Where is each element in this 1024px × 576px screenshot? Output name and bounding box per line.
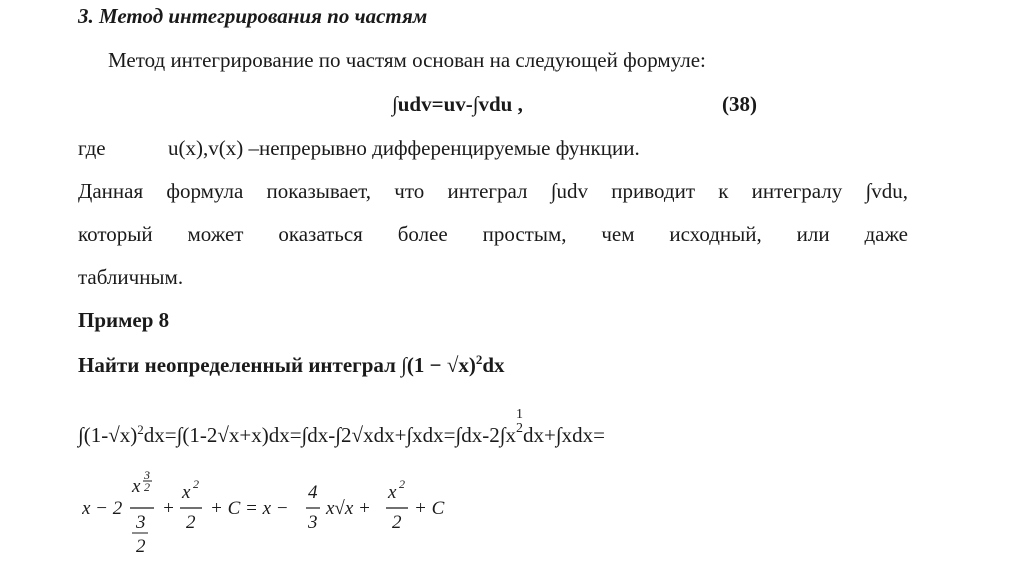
calculation-line: [78, 408, 605, 448]
result-sq: 2: [193, 477, 199, 491]
result-plus: +: [162, 498, 175, 519]
calc-part: ∫(1-√x): [78, 423, 138, 447]
result-formula: [82, 470, 502, 566]
result-x3: x: [388, 482, 397, 503]
task-statement: [78, 352, 505, 378]
result-exp-den: 2: [144, 480, 150, 494]
calc-square: 2: [137, 422, 144, 437]
result-den-den: 2: [136, 536, 146, 557]
where-label: где: [78, 136, 106, 160]
example-label: Пример 8: [78, 308, 170, 332]
calc-part: dx=∫(1-2√x+x)dx=∫dx-∫2√xdx+∫xdx=∫dx-2∫x: [143, 423, 517, 447]
paragraph-line: Данная формула показывает, что интеграл ∫udv приводит к интегралу ∫vdu,: [78, 179, 908, 203]
paragraph-line: табличным.: [78, 265, 184, 289]
result-den3: 2: [392, 512, 402, 533]
result-f-den: 3: [308, 512, 318, 533]
result-term: x − 2: [82, 498, 123, 519]
formula-38: ∫udv=uv-∫vdu ,: [392, 92, 523, 116]
result-den-num: 3: [136, 512, 146, 533]
task-text: Найти неопределенный интеграл: [78, 353, 402, 377]
functions-definition: u(x),v(x) –непрерывно дифференцируемые функции.: [168, 136, 640, 160]
task-integral: ∫(1 − √x): [401, 353, 476, 377]
result-exp-num: 3: [144, 470, 150, 482]
exp-numerator: 1: [516, 407, 524, 422]
result-term: + C: [414, 498, 445, 519]
result-f-num: 4: [308, 482, 318, 503]
task-dx: dx: [482, 353, 505, 377]
calc-exponent: [516, 408, 523, 436]
result-sq3: 2: [399, 477, 405, 491]
task-power: 2: [475, 352, 483, 367]
exp-denominator: 2: [516, 421, 524, 436]
paragraph-line: который может оказаться более простым, чем исходный, или даже: [78, 222, 908, 246]
calc-part: dx+∫xdx=: [523, 423, 605, 447]
formula-number: (38): [722, 92, 757, 116]
result-term: x√x +: [326, 498, 371, 519]
result-x2: x: [182, 482, 191, 503]
result-term: + C = x −: [210, 498, 289, 519]
intro-text: Метод интегрирование по частям основан на следующей формуле:: [108, 48, 706, 72]
section-heading: 3. Метод интегрирования по частям: [78, 4, 428, 28]
result-var: x: [132, 476, 141, 497]
result-den2: 2: [186, 512, 196, 533]
